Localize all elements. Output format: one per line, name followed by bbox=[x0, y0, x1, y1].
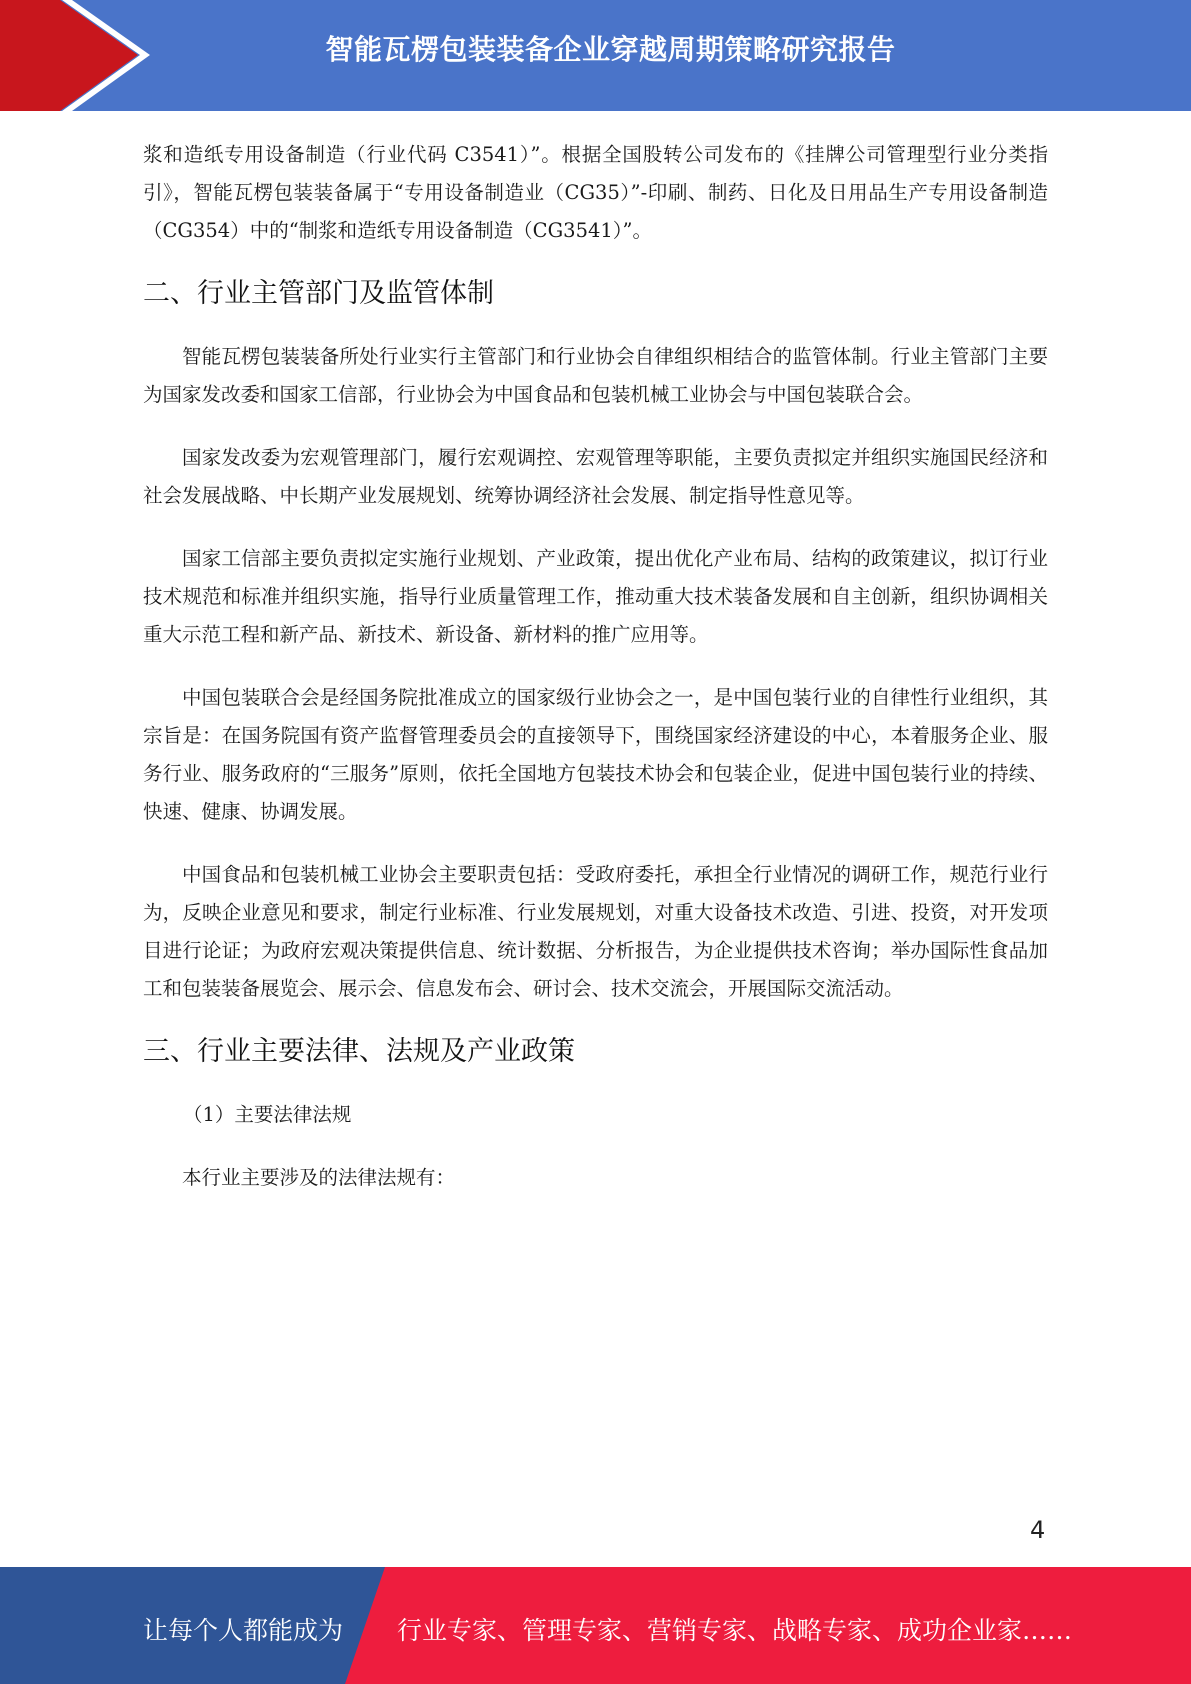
section-heading-laws-policies: 三、行业主要法律、法规及产业政策 bbox=[143, 1036, 575, 1067]
subheading-laws: （1）主要法律法规 bbox=[183, 1103, 352, 1126]
paragraph-laws-intro: 本行业主要涉及的法律法规有： bbox=[182, 1166, 456, 1189]
footer-slogan-left: 让每个人都能成为 bbox=[143, 1616, 344, 1645]
footer-slogan-right: 行业专家、管理专家、营销专家、战略专家、成功企业家…… bbox=[397, 1616, 1073, 1645]
paragraph-ndrc: 国家发改委为宏观管理部门，履行宏观调控、宏观管理等职能，主要负责拟定并组织实施国民经济和社会发展战略、中长期产业发展规划、统筹协调经济社会发展、制定指导性意见等。 bbox=[143, 446, 1048, 507]
page-header bbox=[0, 0, 1191, 111]
section-heading-regulators: 二、行业主管部门及监管体制 bbox=[143, 278, 494, 309]
document-body bbox=[143, 136, 1048, 1197]
page-number: 4 bbox=[1030, 1516, 1046, 1544]
paragraph-machinery-association: 中国食品和包装机械工业协会主要职责包括：受政府委托，承担全行业情况的调研工作，规范行业行为，反映企业意见和要求，制定行业标准、行业发展规划，对重大设备技术改造、引进、投资，对开发项目进行论证；为政府宏观决策提供信息、统计数据、分析报告，为企业提供技术咨询；举办国际性食品加工和包装装备展览会、展示会、信息发布会、研讨会、技术交流会，开展国际交流活动。 bbox=[143, 863, 1048, 1000]
page-footer bbox=[0, 1567, 1191, 1684]
intro-paragraph: 浆和造纸专用设备制造（行业代码 C3541）”。根据全国股转公司发布的《挂牌公司管理型行业分类指引》，智能瓦楞包装装备属于“专用设备制造业（CG35）”-印刷、制药、日化及日用品生产专用设备制造（CG354）中的“制浆和造纸专用设备制造（CG3541）”。 bbox=[143, 143, 1048, 242]
report-title: 智能瓦楞包装装备企业穿越周期策略研究报告 bbox=[325, 33, 896, 66]
paragraph-miit: 国家工信部主要负责拟定实施行业规划、产业政策，提出优化产业布局、结构的政策建议，拟订行业技术规范和标准并组织实施，指导行业质量管理工作，推动重大技术装备发展和自主创新，组织协调相关重大示范工程和新产品、新技术、新设备、新材料的推广应用等。 bbox=[143, 547, 1048, 646]
paragraph-regulatory-system: 智能瓦楞包装装备所处行业实行主管部门和行业协会自律组织相结合的监管体制。行业主管部门主要为国家发改委和国家工信部，行业协会为中国食品和包装机械工业协会与中国包装联合会。 bbox=[143, 345, 1048, 406]
paragraph-packaging-federation: 中国包装联合会是经国务院批准成立的国家级行业协会之一，是中国包装行业的自律性行业组织，其宗旨是：在国务院国有资产监督管理委员会的直接领导下，围绕国家经济建设的中心，本着服务企业、服务行业、服务政府的“三服务”原则，依托全国地方包装技术协会和包装企业，促进中国包装行业的持续、快速、健康、协调发展。 bbox=[143, 686, 1048, 823]
